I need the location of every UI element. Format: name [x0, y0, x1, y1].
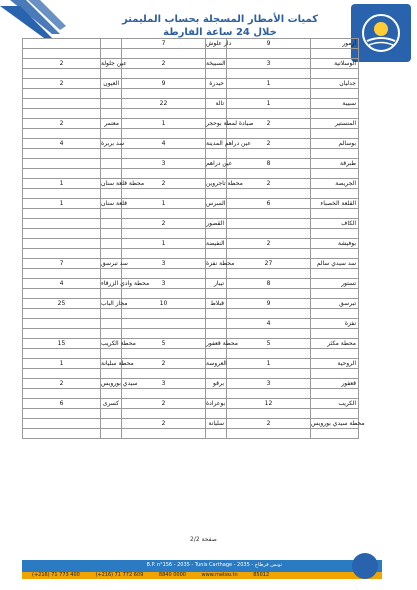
table-row	[23, 389, 359, 399]
table-row	[23, 139, 359, 149]
table-row	[23, 59, 359, 69]
rain-value	[227, 329, 311, 339]
station-name: محطة وادي الزرقاء	[101, 280, 150, 287]
rain-value	[23, 89, 101, 99]
rain-value	[227, 209, 311, 219]
rain-value	[122, 289, 206, 299]
station-name: سد تبرسق	[101, 260, 128, 267]
rain-value	[23, 249, 101, 259]
station-name	[311, 249, 359, 259]
table-row	[23, 229, 359, 239]
rain-value	[23, 289, 101, 299]
table-row	[23, 89, 359, 99]
rain-value: 1	[227, 79, 311, 89]
table-row	[23, 349, 359, 359]
station-name	[311, 169, 359, 179]
report-subtitle: خلال 24 ساعة الفارطة	[163, 27, 277, 38]
station-name: تالة	[206, 99, 227, 109]
station-name	[311, 429, 359, 439]
station-name: عين دراهم	[206, 160, 233, 167]
rain-value	[23, 419, 101, 429]
station-name	[101, 289, 122, 299]
rain-value: 2	[122, 359, 206, 369]
rain-value: 1	[23, 199, 101, 209]
station-name: سليانة	[206, 419, 227, 429]
rain-value: 12	[227, 399, 311, 409]
rain-value: 1	[23, 179, 101, 189]
station-name	[101, 99, 122, 109]
rain-value	[227, 219, 311, 229]
station-name: سد بربرة	[101, 140, 125, 147]
rain-value: 27	[227, 259, 311, 269]
table-row	[23, 419, 359, 429]
station-name	[101, 249, 122, 259]
station-name	[206, 209, 227, 219]
station-name	[101, 229, 122, 239]
table-row	[23, 289, 359, 299]
station-name	[101, 309, 122, 319]
station-name: الجريصة	[311, 179, 359, 189]
rain-value	[23, 239, 101, 249]
rain-value	[23, 389, 101, 399]
rain-value	[122, 109, 206, 119]
station-name	[206, 129, 227, 139]
footer-phone-2: (+216) 71 772 609	[95, 572, 144, 578]
rain-value: 2	[122, 179, 206, 189]
rain-value: 15	[23, 339, 101, 349]
table-row	[23, 49, 359, 59]
table-row	[23, 199, 359, 209]
rain-value: 25	[23, 299, 101, 309]
station-name: حيدرة	[206, 79, 227, 89]
station-name: سد سيدي سالم	[311, 259, 359, 269]
station-name: تبرسق	[311, 299, 359, 309]
rain-value	[122, 69, 206, 79]
rain-value	[23, 149, 101, 159]
rain-value	[227, 349, 311, 359]
rain-value: 3	[227, 379, 311, 389]
rain-value	[122, 309, 206, 319]
rain-value	[122, 129, 206, 139]
rain-value	[227, 229, 311, 239]
station-name: قبلاط	[206, 299, 227, 309]
station-name	[311, 49, 359, 59]
table-row	[23, 329, 359, 339]
station-name	[206, 349, 227, 359]
station-name: نفزة	[311, 319, 359, 329]
station-name	[206, 89, 227, 99]
rain-value	[227, 109, 311, 119]
footer-fax: 85012	[253, 572, 270, 578]
rain-value	[23, 329, 101, 339]
rain-value	[122, 369, 206, 379]
rain-value: 7	[23, 259, 101, 269]
station-name: طبرقة	[311, 159, 359, 169]
station-name	[101, 209, 122, 219]
rain-value: 2	[122, 59, 206, 69]
rain-value	[23, 369, 101, 379]
station-name: سبيبة	[311, 99, 359, 109]
station-name: السرس	[206, 200, 226, 207]
station-name	[311, 329, 359, 339]
footer-phone-3: 8840 0000	[158, 572, 186, 578]
station-name: دار علوش	[206, 40, 232, 47]
rain-value: 6	[23, 399, 101, 409]
station-name	[311, 269, 359, 279]
rain-value	[122, 249, 206, 259]
rain-value	[227, 189, 311, 199]
table-row	[23, 129, 359, 139]
table-row	[23, 159, 359, 169]
station-name	[101, 369, 122, 379]
rain-value: 3	[227, 59, 311, 69]
station-name: محطة تاجروين	[206, 180, 243, 187]
station-name	[206, 269, 227, 279]
station-name: بوفيشة	[311, 239, 359, 249]
station-name	[206, 169, 227, 179]
station-name	[311, 389, 359, 399]
rain-value	[23, 129, 101, 139]
rain-value: 2	[227, 419, 311, 429]
station-name: النفيضة	[206, 240, 225, 247]
rain-value: 5	[227, 339, 311, 349]
rain-value: 1	[122, 239, 206, 249]
rain-value: 1	[227, 99, 311, 109]
rain-value	[227, 49, 311, 59]
station-name: القلعة الخصباء	[311, 199, 359, 209]
table-row	[23, 69, 359, 79]
rain-value: 22	[122, 99, 206, 109]
rain-value	[227, 89, 311, 99]
station-name	[101, 269, 122, 279]
station-name: كسرى	[101, 399, 122, 409]
station-name	[206, 189, 227, 199]
footer-phone-1: (+216) 71 773 400	[32, 572, 80, 578]
rain-value: 2	[23, 379, 101, 389]
footer-logo	[352, 553, 378, 579]
station-name	[206, 49, 227, 59]
rain-value	[23, 309, 101, 319]
station-name: بوسالم	[311, 139, 359, 149]
rain-value	[122, 329, 206, 339]
station-name: عين جلولة	[101, 60, 127, 67]
station-name: محطة قلعة سنان	[101, 180, 145, 187]
station-name: صيادة لمطة بوحجر	[206, 120, 254, 127]
rain-value	[227, 369, 311, 379]
rain-value	[227, 429, 311, 439]
rain-value	[227, 389, 311, 399]
rain-value	[227, 129, 311, 139]
station-name	[206, 369, 227, 379]
station-name	[311, 69, 359, 79]
table-row	[23, 359, 359, 369]
table-row	[23, 189, 359, 199]
station-name	[101, 429, 122, 439]
station-name: برقو	[206, 379, 227, 389]
rain-value	[122, 229, 206, 239]
rain-value: 2	[122, 219, 206, 229]
rain-value	[227, 309, 311, 319]
rain-value: 2	[122, 399, 206, 409]
rain-value: 3	[122, 379, 206, 389]
station-name	[206, 409, 227, 419]
station-name: مجاز الباب	[101, 300, 128, 307]
station-name: محطة مكثر	[311, 339, 359, 349]
table-row	[23, 259, 359, 269]
rain-value	[122, 389, 206, 399]
rain-value	[122, 49, 206, 59]
station-name: العروسة	[206, 360, 227, 367]
rain-value	[23, 169, 101, 179]
rain-value	[23, 269, 101, 279]
rain-value: 2	[122, 419, 206, 429]
station-name	[101, 149, 122, 159]
table-row	[23, 429, 359, 439]
rain-value	[23, 209, 101, 219]
station-name	[101, 89, 122, 99]
station-name	[311, 229, 359, 239]
rain-value: 4	[23, 279, 101, 289]
station-name	[311, 189, 359, 199]
station-name: محطة قعفور	[206, 340, 238, 347]
station-name	[311, 349, 359, 359]
table-row	[23, 299, 359, 309]
rain-value	[23, 319, 101, 329]
table-row	[23, 309, 359, 319]
rain-value: 3	[122, 279, 206, 289]
table-row	[23, 179, 359, 189]
table-row	[23, 109, 359, 119]
station-name: محطة نفزة	[206, 260, 235, 267]
table-row	[23, 409, 359, 419]
rainfall-table	[22, 38, 365, 439]
rain-value: 9	[122, 79, 206, 89]
station-name	[101, 49, 122, 59]
rain-value: 2	[227, 239, 311, 249]
rain-value: 4	[122, 139, 206, 149]
station-name	[311, 109, 359, 119]
rain-value	[122, 189, 206, 199]
rain-value	[23, 219, 101, 229]
rain-value	[23, 49, 101, 59]
rain-value	[227, 169, 311, 179]
station-name	[101, 129, 122, 139]
station-name: العيون	[101, 79, 122, 89]
station-name	[101, 389, 122, 399]
rain-value: 8	[227, 279, 311, 289]
station-name	[206, 229, 227, 239]
rain-value: 4	[23, 139, 101, 149]
rain-value	[227, 409, 311, 419]
station-name: تيبار	[206, 279, 227, 289]
station-name: قلعة سنان	[101, 200, 127, 207]
station-name	[101, 109, 122, 119]
rain-value	[122, 319, 206, 329]
table-row	[23, 319, 359, 329]
rain-value	[227, 269, 311, 279]
table-row	[23, 209, 359, 219]
station-name: قعفور	[311, 379, 359, 389]
table-row	[23, 249, 359, 259]
station-name	[311, 89, 359, 99]
rain-value	[23, 229, 101, 239]
station-name	[206, 429, 227, 439]
station-name	[311, 129, 359, 139]
footer-contacts	[32, 572, 283, 578]
table-row	[23, 269, 359, 279]
station-name: أزمور	[311, 39, 359, 49]
rain-value: 1	[227, 359, 311, 369]
station-name	[311, 309, 359, 319]
rain-value: 9	[227, 299, 311, 309]
rain-value	[23, 109, 101, 119]
station-name: تستور	[311, 279, 359, 289]
rain-value: 7	[122, 39, 206, 49]
rain-value	[227, 149, 311, 159]
rain-value: 9	[227, 39, 311, 49]
station-name	[101, 239, 122, 249]
rain-value	[23, 189, 101, 199]
station-name	[101, 329, 122, 339]
table-row	[23, 39, 359, 49]
rain-value: 4	[227, 319, 311, 329]
rain-value: 8	[227, 159, 311, 169]
corner-decoration-stripes	[0, 0, 70, 40]
station-name: الروحية	[311, 359, 359, 369]
station-name	[206, 309, 227, 319]
page-number: صفحة 2/2	[190, 536, 217, 543]
rain-value	[122, 349, 206, 359]
table-row	[23, 379, 359, 389]
station-name	[206, 249, 227, 259]
station-name	[311, 149, 359, 159]
station-name: القصور	[206, 219, 227, 229]
rain-value: 6	[227, 199, 311, 209]
table-row	[23, 339, 359, 349]
rain-value: 3	[122, 159, 206, 169]
station-name: محطة سليانة	[101, 360, 134, 367]
station-name: الوسلاتية	[311, 59, 359, 69]
station-name	[101, 219, 122, 229]
table-row	[23, 149, 359, 159]
table-row	[23, 399, 359, 409]
footer-address: B.P. n°156 - 2035 - Tunis Carthage - 2035 - تونس قرطاج	[146, 562, 282, 568]
rain-value	[122, 429, 206, 439]
station-name	[101, 69, 122, 79]
station-name	[206, 69, 227, 79]
station-name	[101, 349, 122, 359]
rain-value: 2	[227, 119, 311, 129]
rain-value	[23, 99, 101, 109]
footer-website[interactable]: www.meteo.tn	[201, 572, 238, 578]
table-row	[23, 169, 359, 179]
rain-value	[122, 209, 206, 219]
rain-value	[122, 149, 206, 159]
rain-value	[23, 39, 101, 49]
table-row	[23, 279, 359, 289]
station-name: محطة الكريب	[101, 340, 136, 347]
table-row	[23, 99, 359, 109]
table-row	[23, 369, 359, 379]
rain-value: 1	[23, 359, 101, 369]
station-name	[206, 389, 227, 399]
rain-value	[23, 69, 101, 79]
rain-value: 1	[122, 199, 206, 209]
station-name	[206, 289, 227, 299]
rain-value: 2	[23, 79, 101, 89]
table-row	[23, 79, 359, 89]
station-name	[101, 319, 122, 329]
rain-value: 3	[122, 259, 206, 269]
rain-value: 2	[227, 179, 311, 189]
station-name	[311, 209, 359, 219]
station-name	[101, 169, 122, 179]
rain-value	[122, 169, 206, 179]
rain-value: 2	[23, 119, 101, 129]
station-name	[311, 289, 359, 299]
rain-value	[122, 89, 206, 99]
station-name: عين دراهم المدينة	[206, 140, 251, 147]
table-row	[23, 239, 359, 249]
station-name	[101, 409, 122, 419]
station-name: معتمر	[101, 119, 122, 129]
station-name	[206, 319, 227, 329]
rain-value	[227, 289, 311, 299]
rain-value: 2	[23, 59, 101, 69]
station-name: السبيخة	[206, 60, 226, 67]
station-name: بوعرادة	[206, 400, 226, 407]
station-name: جدليان	[311, 79, 359, 89]
station-name: سيدي بورويس	[101, 380, 138, 387]
rain-value	[23, 429, 101, 439]
rain-value	[23, 349, 101, 359]
station-name	[101, 39, 122, 49]
rain-value: 1	[122, 119, 206, 129]
rain-value	[227, 69, 311, 79]
rain-value	[122, 409, 206, 419]
rain-value	[122, 269, 206, 279]
station-name: الكاف	[311, 219, 359, 229]
station-name: الكريب	[311, 399, 359, 409]
station-name	[101, 189, 122, 199]
station-name	[311, 409, 359, 419]
rain-value	[23, 409, 101, 419]
rain-value: 2	[227, 139, 311, 149]
report-title: كميات الأمطار المسجلة بحساب المليمتر	[121, 14, 319, 25]
table-row	[23, 119, 359, 129]
footer	[22, 553, 382, 579]
rain-value: 5	[122, 339, 206, 349]
station-name	[101, 419, 122, 429]
station-name	[311, 369, 359, 379]
rain-value	[23, 159, 101, 169]
station-name: محطة سيدي بورويس	[311, 420, 365, 427]
station-name: المنستير	[311, 119, 359, 129]
station-name	[206, 109, 227, 119]
rain-value	[227, 249, 311, 259]
rain-value: 10	[122, 299, 206, 309]
station-name	[206, 149, 227, 159]
station-name	[206, 329, 227, 339]
table-row	[23, 219, 359, 229]
station-name	[101, 159, 122, 169]
